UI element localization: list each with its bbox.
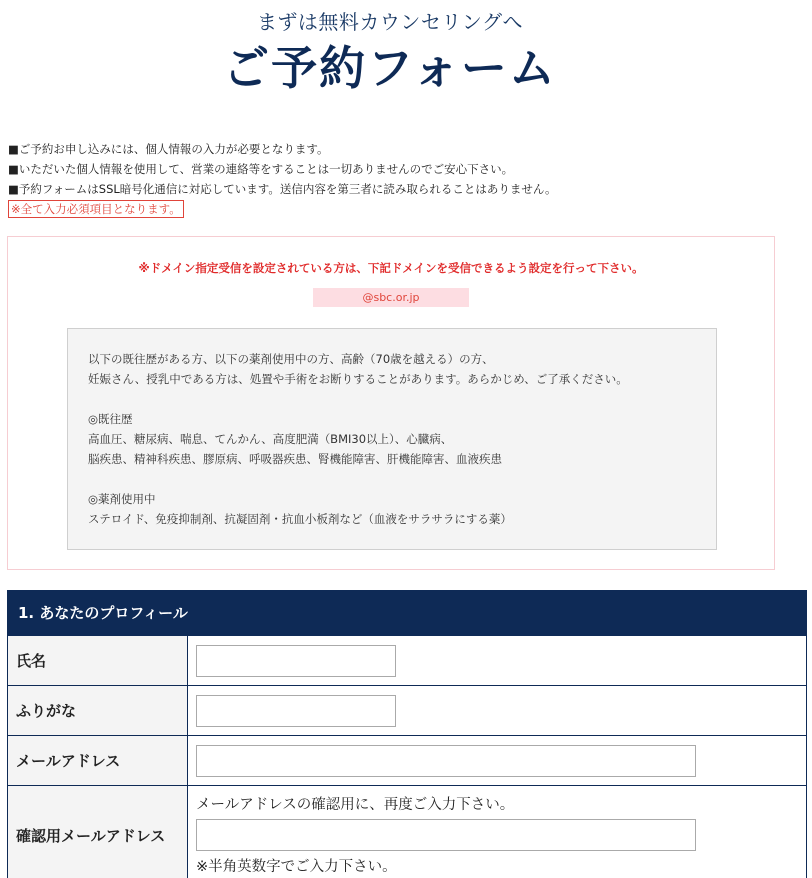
medical-intro-line-1: 以下の既往歴がある方、以下の薬剤使用中の方、高齢（70歳を越える）の方、 <box>88 352 494 366</box>
medical-notice-box <box>67 328 717 550</box>
name-input[interactable] <box>196 645 396 677</box>
history-line-1: 高血圧、糖尿病、喘息、てんかん、高度肥満（BMI30以上）、心臓病、 <box>88 432 453 446</box>
domain-address: @sbc.or.jp <box>313 288 469 307</box>
confirm-email-label: 確認用メールアドレス <box>8 786 188 878</box>
confirm-email-note: ※半角英数字でご入力下さい。 <box>196 858 397 875</box>
email-label: メールアドレス <box>8 736 188 785</box>
notice-line-ssl: ■予約フォームはSSL暗号化通信に対応しています。送信内容を第三者に読み取られることはありません。 <box>8 182 557 196</box>
medical-intro-line-2: 妊娠さん、授乳中である方は、処置や手術をお断りすることがあります。あらかじめ、ご了承ください。 <box>88 372 628 386</box>
form-row-furigana <box>8 685 806 735</box>
domain-notice-box <box>7 236 775 570</box>
name-label: 氏名 <box>8 636 188 685</box>
notice-line-personal-info: ■ご予約お申し込みには、個人情報の入力が必要となります。 <box>8 142 329 156</box>
history-line-2: 脳疾患、精神科疾患、膠原病、呼吸器疾患、腎機能障害、肝機能障害、血液疾患 <box>88 452 502 466</box>
notice-line-no-sales: ■いただいた個人情報を使用して、営業の連絡等をすることは一切ありませんのでご安心下さい。 <box>8 162 514 176</box>
header-subtitle: まずは無料カウンセリングへ <box>256 10 524 34</box>
furigana-label: ふりがな <box>8 686 188 735</box>
domain-warning: ※ドメイン指定受信を設定されている方は、下記ドメインを受信できるよう設定を行って下さい。 <box>138 261 644 275</box>
drug-line-1: ステロイド、免疫抑制剤、抗凝固剤・抗血小板剤など（血液をサラサラにする薬） <box>88 512 512 526</box>
form-row-name <box>8 635 806 685</box>
furigana-input[interactable] <box>196 695 396 727</box>
page-title: ご予約フォーム <box>223 41 557 95</box>
notice-list <box>8 139 557 219</box>
form-row-email <box>8 735 806 785</box>
confirm-email-help: メールアドレスの確認用に、再度ご入力下さい。 <box>196 796 515 813</box>
drug-title: ◎薬剤使用中 <box>88 492 156 506</box>
email-input[interactable] <box>196 745 696 777</box>
form-row-confirm-email <box>8 785 806 878</box>
confirm-email-input[interactable] <box>196 819 696 851</box>
section-header-profile: 1. あなたのプロフィール <box>8 591 806 635</box>
history-title: ◎既往歴 <box>88 412 133 426</box>
required-notice: ※全て入力必須項目となります。 <box>8 200 184 218</box>
profile-form-table <box>7 590 807 878</box>
